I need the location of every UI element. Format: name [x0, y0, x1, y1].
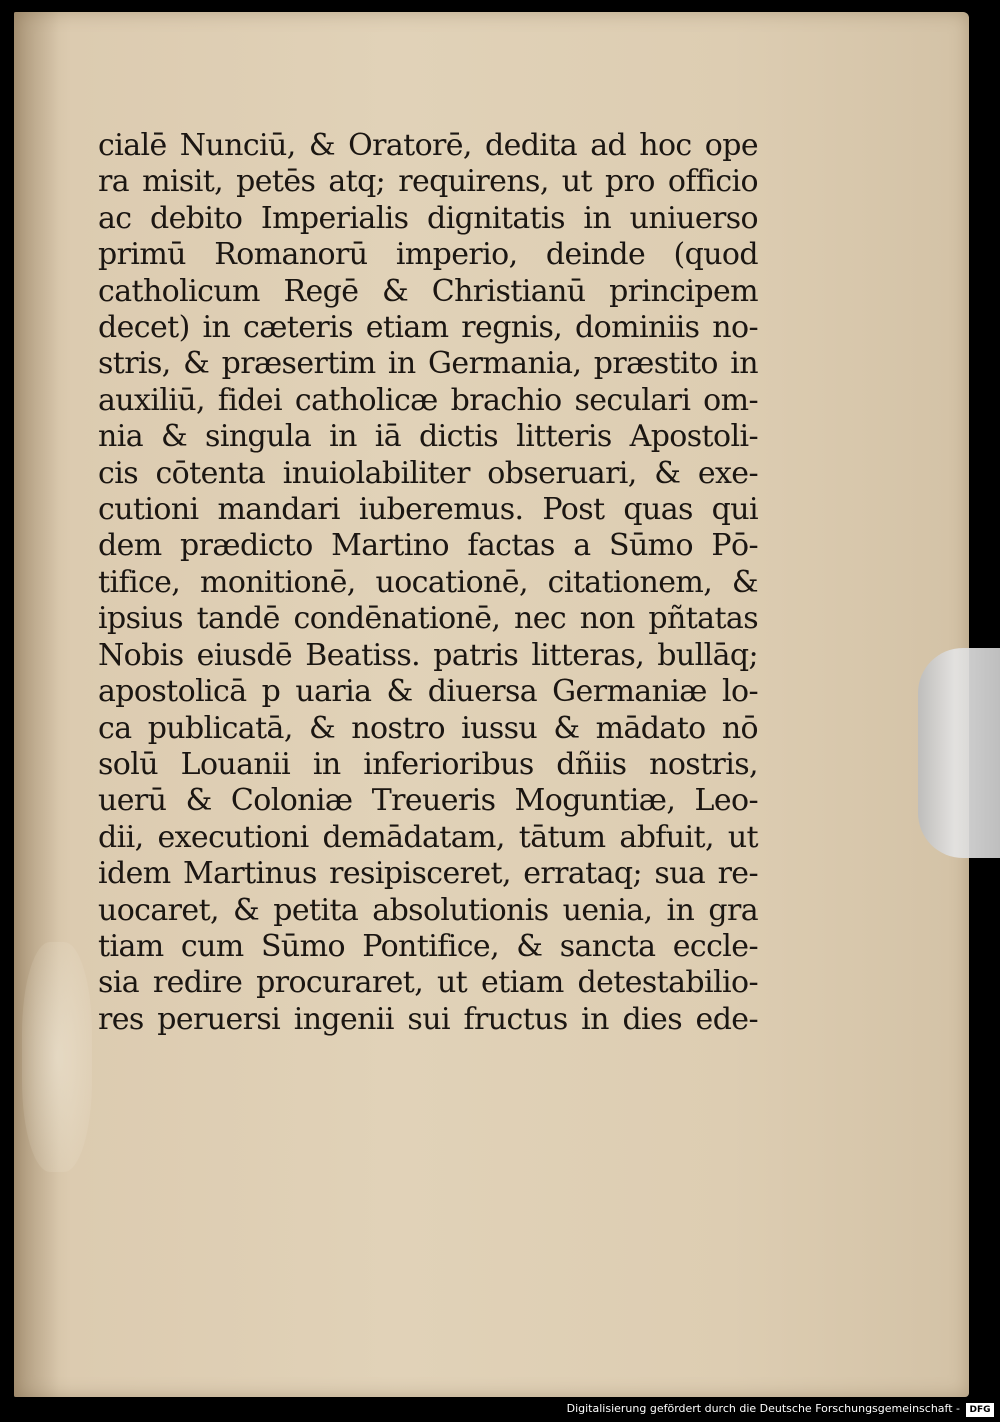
- paper-stain: [22, 942, 92, 1172]
- text-line: decet) in cæteris etiam regnis, dominiis no-: [98, 310, 758, 346]
- text-line: uocaret, & petita absolutionis uenia, in gra: [98, 892, 758, 928]
- text-line: uerū & Coloniæ Treueris Moguntiæ, Leo-: [98, 783, 758, 819]
- text-line: res peruersi ingenii sui fructus in dies ede-: [98, 1001, 758, 1037]
- dfg-logo: DFG: [966, 1403, 994, 1417]
- text-line: apostolicā p uaria & diuersa Germaniæ lo-: [98, 674, 758, 710]
- text-line: tifice, monitionē, uocationē, citationem, &: [98, 564, 758, 600]
- text-line: catholicum Regē & Christianū principem: [98, 273, 758, 309]
- text-line: cialē Nunciū, & Oratorē, dedita ad hoc ope: [98, 128, 758, 163]
- text-line: sia redire procuraret, ut etiam detestabilio-: [98, 965, 758, 1001]
- text-line: ra misit, petēs atq; requirens, ut pro officio: [98, 164, 758, 200]
- text-line: auxiliū, fidei catholicæ brachio seculari om-: [98, 382, 758, 418]
- text-line: dii, executioni demādatam, tātum abfuit, ut: [98, 819, 758, 855]
- latin-text-block: [98, 128, 758, 1038]
- dfg-credit-text: Digitalisierung gefördert durch die Deutsche Forschungsgemeinschaft -: [566, 1402, 960, 1415]
- text-line: solū Louanii in inferioribus dñiis nostris,: [98, 746, 758, 782]
- text-line: tiam cum Sūmo Pontifice, & sancta eccle-: [98, 928, 758, 964]
- text-line: ipsius tandē condēnationē, nec non pñtatas: [98, 601, 758, 637]
- text-line: Nobis eiusdē Beatiss. patris litteras, bullāq;: [98, 637, 758, 673]
- gutter-shadow: [14, 12, 59, 1397]
- text-line: ca publicatā, & nostro iussu & mādato nō: [98, 710, 758, 746]
- text-line: idem Martinus resipisceret, errataq; sua re-: [98, 856, 758, 892]
- text-line: cutioni mandari iuberemus. Post quas qui: [98, 492, 758, 528]
- text-line: cis cōtenta inuiolabiliter obseruari, & exe-: [98, 455, 758, 491]
- text-line: primū Romanorū imperio, deinde (quod: [98, 237, 758, 273]
- text-line: dem prædicto Martino factas a Sūmo Pō-: [98, 528, 758, 564]
- digitization-footer: [0, 1399, 1000, 1422]
- text-line: ac debito Imperialis dignitatis in uniuerso: [98, 200, 758, 236]
- text-line: stris, & præsertim in Germania, præstito in: [98, 346, 758, 382]
- page-clip: [918, 648, 1000, 858]
- text-line: nia & singula in iā dictis litteris Apostoli-: [98, 419, 758, 455]
